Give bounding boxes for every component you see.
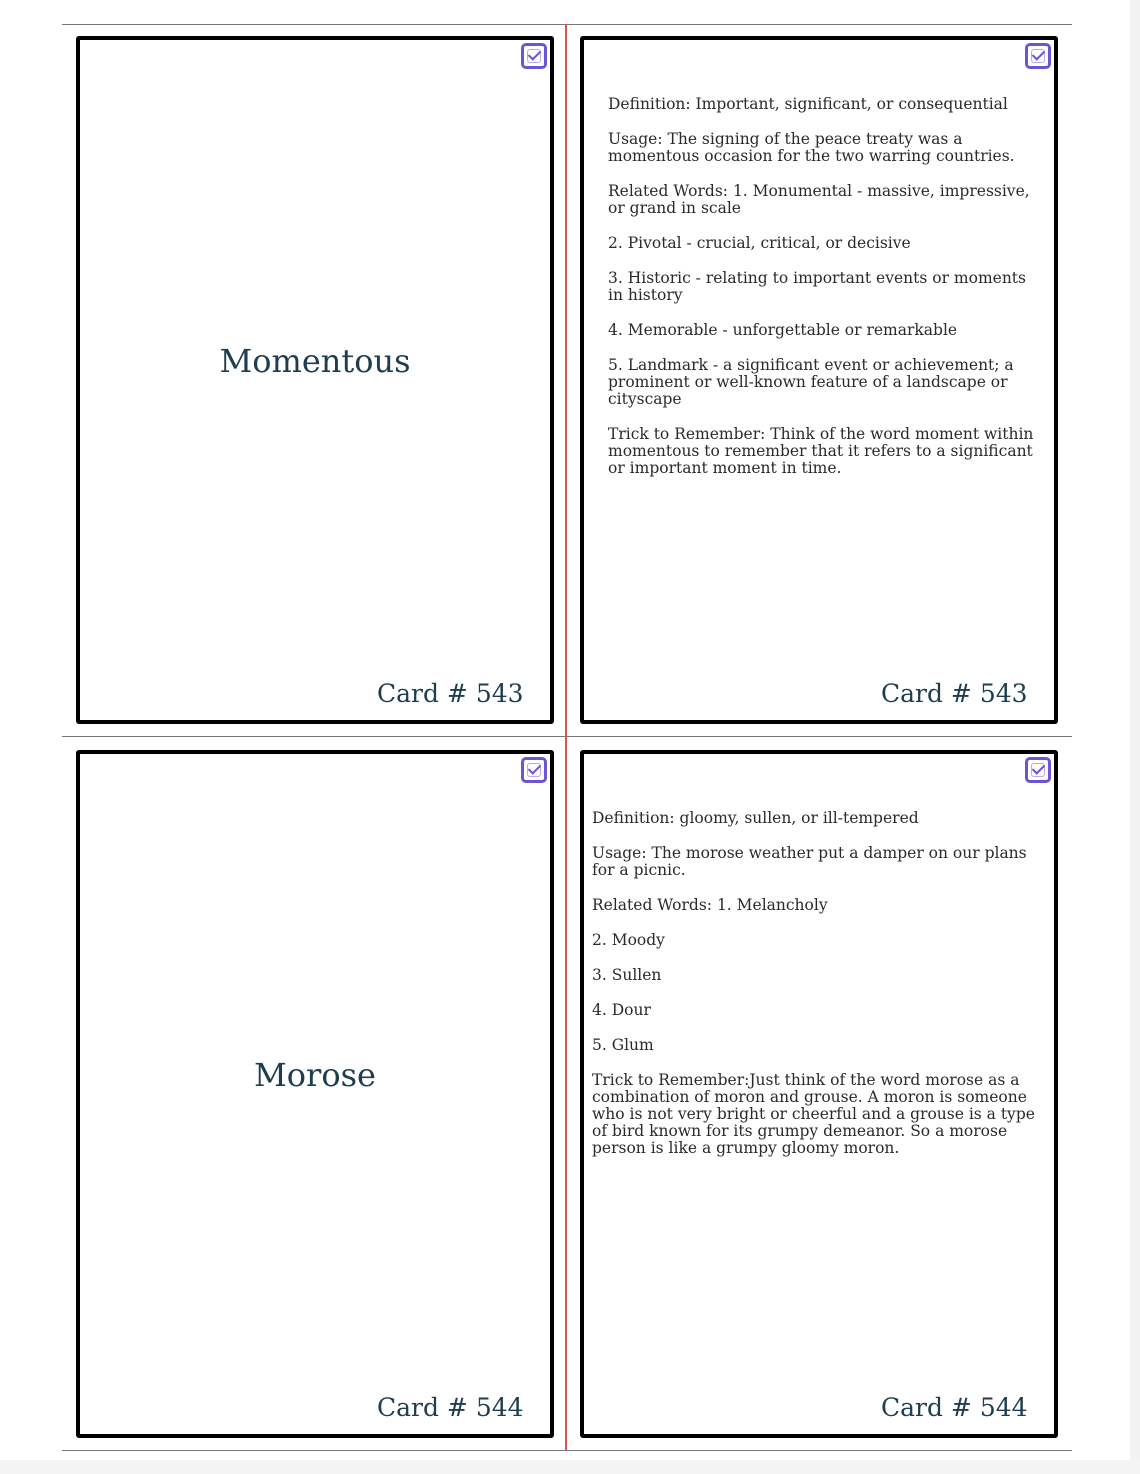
flashcard-back-content (592, 810, 1052, 1175)
flashcard-front-544 (76, 750, 554, 1438)
flashcard-word: Momentous (219, 342, 411, 380)
usage: Usage: The signing of the peace treaty was a momentous occasion for the two warring countries. (608, 130, 1015, 165)
definition: Definition: Important, significant, or consequential (608, 95, 1008, 113)
related-word: 5. Landmark - a significant event or achievement; a prominent or well-known feature of a landscape or cityscape (608, 356, 1014, 408)
memory-trick: Trick to Remember: Think of the word moment within momentous to remember that it refers to a significant or important moment in time. (608, 425, 1034, 477)
card-number: Card # 543 (881, 679, 1028, 708)
checkbox-checked-icon[interactable] (1025, 757, 1051, 783)
card-number: Card # 544 (377, 1393, 524, 1422)
checkbox-checked-icon[interactable] (521, 43, 547, 69)
related-word: 3. Historic - relating to important events or moments in history (608, 269, 1026, 304)
card-number: Card # 544 (881, 1393, 1028, 1422)
flashcard-back-543 (580, 36, 1058, 724)
card-number: Card # 543 (377, 679, 524, 708)
checkbox-checked-icon[interactable] (521, 757, 547, 783)
top-cut-line (62, 24, 1072, 25)
center-cut-line (565, 24, 567, 1450)
related-word: 4. Memorable - unforgettable or remarkable (608, 321, 958, 339)
bottom-cut-line (62, 1450, 1072, 1451)
related-word: Related Words: 1. Melancholy (592, 896, 828, 914)
flashcard-back-544 (580, 750, 1058, 1438)
related-word: 5. Glum (592, 1036, 654, 1054)
related-word: 2. Moody (592, 931, 665, 949)
definition: Definition: gloomy, sullen, or ill-tempered (592, 809, 919, 827)
page-bottom-edge (0, 1460, 1140, 1474)
scrollbar[interactable] (1130, 0, 1140, 1474)
flashcard-front-543 (76, 36, 554, 724)
middle-cut-line (62, 736, 1072, 737)
related-word: 3. Sullen (592, 966, 662, 984)
related-word: 2. Pivotal - crucial, critical, or decisive (608, 234, 911, 252)
usage: Usage: The morose weather put a damper on our plans for a picnic. (592, 844, 1027, 879)
memory-trick: Trick to Remember:Just think of the word morose as a combination of moron and grouse. A moron is someone who is not very bright or cheerful and a grouse is a type of bird known for its grumpy demeanor. So a morose person is like a grumpy gloomy moron. (592, 1071, 1035, 1157)
related-word: Related Words: 1. Monumental - massive, impressive, or grand in scale (608, 182, 1030, 217)
flashcard-back-content (608, 96, 1034, 495)
related-word: 4. Dour (592, 1001, 651, 1019)
flashcard-word: Morose (254, 1056, 376, 1094)
checkbox-checked-icon[interactable] (1025, 43, 1051, 69)
